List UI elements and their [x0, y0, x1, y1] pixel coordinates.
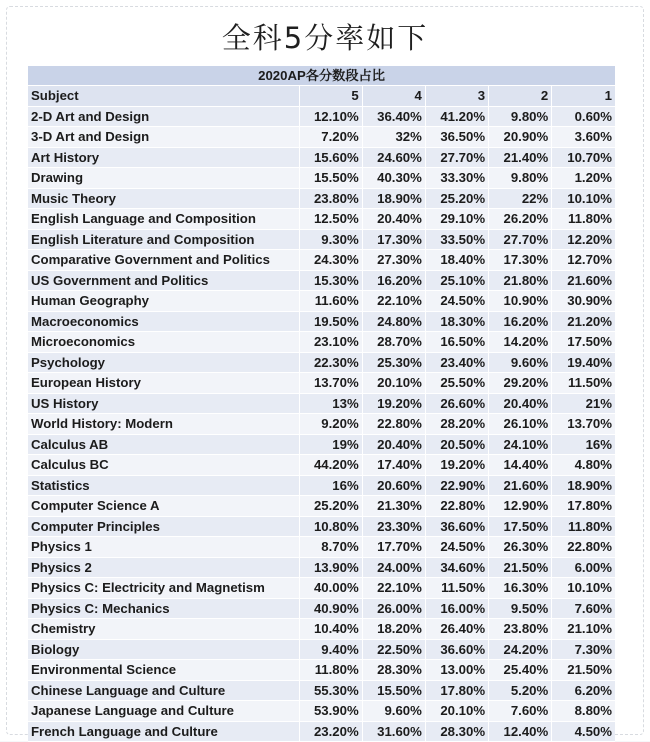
- score-1-cell: 6.20%: [552, 680, 615, 701]
- score-5-cell: 24.30%: [299, 250, 362, 271]
- column-header-score-1: 1: [552, 86, 615, 107]
- score-4-cell: 20.60%: [362, 475, 425, 496]
- table-row: [28, 147, 615, 168]
- score-2-cell: 12.40%: [489, 721, 552, 742]
- score-2-cell: 24.10%: [489, 434, 552, 455]
- score-4-cell: 25.30%: [362, 352, 425, 373]
- subject-cell: Computer Science A: [28, 496, 299, 517]
- score-5-cell: 53.90%: [299, 701, 362, 722]
- score-2-cell: 16.20%: [489, 311, 552, 332]
- score-5-cell: 12.50%: [299, 209, 362, 230]
- table-row: [28, 557, 615, 578]
- column-header-score-2: 2: [489, 86, 552, 107]
- score-5-cell: 15.50%: [299, 168, 362, 189]
- score-3-cell: 20.10%: [425, 701, 488, 722]
- score-4-cell: 27.30%: [362, 250, 425, 271]
- subject-cell: 3-D Art and Design: [28, 127, 299, 148]
- subject-cell: US History: [28, 393, 299, 414]
- subject-cell: Calculus BC: [28, 455, 299, 476]
- score-1-cell: 21.10%: [552, 619, 615, 640]
- score-4-cell: 22.50%: [362, 639, 425, 660]
- score-1-cell: 21%: [552, 393, 615, 414]
- score-2-cell: 5.20%: [489, 680, 552, 701]
- table-row: [28, 475, 615, 496]
- score-2-cell: 29.20%: [489, 373, 552, 394]
- subject-cell: Psychology: [28, 352, 299, 373]
- score-3-cell: 41.20%: [425, 106, 488, 127]
- subject-cell: English Language and Composition: [28, 209, 299, 230]
- score-5-cell: 10.80%: [299, 516, 362, 537]
- score-4-cell: 19.20%: [362, 393, 425, 414]
- score-2-cell: 7.60%: [489, 701, 552, 722]
- table-row: [28, 332, 615, 353]
- subject-cell: Physics 1: [28, 537, 299, 558]
- score-2-cell: 25.40%: [489, 660, 552, 681]
- score-3-cell: 36.60%: [425, 516, 488, 537]
- score-3-cell: 33.50%: [425, 229, 488, 250]
- score-1-cell: 16%: [552, 434, 615, 455]
- score-5-cell: 11.60%: [299, 291, 362, 312]
- score-1-cell: 12.20%: [552, 229, 615, 250]
- score-4-cell: 20.40%: [362, 209, 425, 230]
- subject-cell: Music Theory: [28, 188, 299, 209]
- table-row: [28, 250, 615, 271]
- table-row: [28, 680, 615, 701]
- subject-cell: Statistics: [28, 475, 299, 496]
- score-4-cell: 20.10%: [362, 373, 425, 394]
- score-5-cell: 55.30%: [299, 680, 362, 701]
- subject-cell: Human Geography: [28, 291, 299, 312]
- subject-cell: Drawing: [28, 168, 299, 189]
- score-5-cell: 8.70%: [299, 537, 362, 558]
- score-4-cell: 36.40%: [362, 106, 425, 127]
- subject-cell: Biology: [28, 639, 299, 660]
- score-5-cell: 40.00%: [299, 578, 362, 599]
- score-1-cell: 4.80%: [552, 455, 615, 476]
- score-3-cell: 22.80%: [425, 496, 488, 517]
- score-1-cell: 19.40%: [552, 352, 615, 373]
- subject-cell: Chinese Language and Culture: [28, 680, 299, 701]
- score-4-cell: 28.70%: [362, 332, 425, 353]
- subject-cell: 2-D Art and Design: [28, 106, 299, 127]
- score-1-cell: 21.20%: [552, 311, 615, 332]
- column-header-score-4: 4: [362, 86, 425, 107]
- score-4-cell: 17.70%: [362, 537, 425, 558]
- score-2-cell: 23.80%: [489, 619, 552, 640]
- score-3-cell: 27.70%: [425, 147, 488, 168]
- score-5-cell: 23.20%: [299, 721, 362, 742]
- subject-cell: French Language and Culture: [28, 721, 299, 742]
- score-2-cell: 9.80%: [489, 168, 552, 189]
- subject-cell: European History: [28, 373, 299, 394]
- table-row: [28, 414, 615, 435]
- score-1-cell: 7.30%: [552, 639, 615, 660]
- score-3-cell: 36.60%: [425, 639, 488, 660]
- score-2-cell: 26.30%: [489, 537, 552, 558]
- score-5-cell: 11.80%: [299, 660, 362, 681]
- score-2-cell: 17.50%: [489, 516, 552, 537]
- score-3-cell: 25.10%: [425, 270, 488, 291]
- score-5-cell: 15.60%: [299, 147, 362, 168]
- score-2-cell: 27.70%: [489, 229, 552, 250]
- score-1-cell: 17.80%: [552, 496, 615, 517]
- score-3-cell: 26.40%: [425, 619, 488, 640]
- subject-cell: Microeconomics: [28, 332, 299, 353]
- table-row: [28, 270, 615, 291]
- score-3-cell: 28.30%: [425, 721, 488, 742]
- subject-cell: Calculus AB: [28, 434, 299, 455]
- score-2-cell: 20.90%: [489, 127, 552, 148]
- score-1-cell: 17.50%: [552, 332, 615, 353]
- table-row: [28, 127, 615, 148]
- score-2-cell: 21.80%: [489, 270, 552, 291]
- subject-cell: Physics 2: [28, 557, 299, 578]
- score-2-cell: 9.60%: [489, 352, 552, 373]
- score-5-cell: 9.40%: [299, 639, 362, 660]
- score-2-cell: 9.50%: [489, 598, 552, 619]
- score-2-cell: 16.30%: [489, 578, 552, 599]
- score-4-cell: 23.30%: [362, 516, 425, 537]
- subject-cell: Art History: [28, 147, 299, 168]
- score-1-cell: 12.70%: [552, 250, 615, 271]
- score-4-cell: 16.20%: [362, 270, 425, 291]
- table-row: [28, 393, 615, 414]
- score-2-cell: 12.90%: [489, 496, 552, 517]
- score-1-cell: 13.70%: [552, 414, 615, 435]
- table-row: [28, 598, 615, 619]
- score-5-cell: 25.20%: [299, 496, 362, 517]
- table-caption: 2020AP各分数段占比: [28, 66, 615, 86]
- score-1-cell: 0.60%: [552, 106, 615, 127]
- score-4-cell: 40.30%: [362, 168, 425, 189]
- score-1-cell: 7.60%: [552, 598, 615, 619]
- score-3-cell: 24.50%: [425, 537, 488, 558]
- score-1-cell: 10.10%: [552, 578, 615, 599]
- score-3-cell: 24.50%: [425, 291, 488, 312]
- table-caption-row: [28, 66, 615, 86]
- score-5-cell: 13.90%: [299, 557, 362, 578]
- score-2-cell: 21.60%: [489, 475, 552, 496]
- page-title: 全科5分率如下: [221, 21, 429, 55]
- table-row: [28, 106, 615, 127]
- table-row: [28, 229, 615, 250]
- score-3-cell: 25.20%: [425, 188, 488, 209]
- table-row: [28, 311, 615, 332]
- score-4-cell: 32%: [362, 127, 425, 148]
- subject-cell: World History: Modern: [28, 414, 299, 435]
- score-2-cell: 10.90%: [489, 291, 552, 312]
- subject-cell: English Literature and Composition: [28, 229, 299, 250]
- score-4-cell: 22.10%: [362, 578, 425, 599]
- score-2-cell: 22%: [489, 188, 552, 209]
- subject-cell: Comparative Government and Politics: [28, 250, 299, 271]
- score-5-cell: 13.70%: [299, 373, 362, 394]
- score-3-cell: 16.50%: [425, 332, 488, 353]
- score-4-cell: 24.60%: [362, 147, 425, 168]
- score-4-cell: 24.80%: [362, 311, 425, 332]
- score-3-cell: 18.30%: [425, 311, 488, 332]
- score-5-cell: 19%: [299, 434, 362, 455]
- score-3-cell: 11.50%: [425, 578, 488, 599]
- score-3-cell: 29.10%: [425, 209, 488, 230]
- score-5-cell: 40.90%: [299, 598, 362, 619]
- score-5-cell: 23.80%: [299, 188, 362, 209]
- score-4-cell: 21.30%: [362, 496, 425, 517]
- table-row: [28, 188, 615, 209]
- score-4-cell: 9.60%: [362, 701, 425, 722]
- table-header-row: [28, 86, 615, 107]
- table-row: [28, 434, 615, 455]
- score-3-cell: 16.00%: [425, 598, 488, 619]
- table-row: [28, 291, 615, 312]
- score-5-cell: 44.20%: [299, 455, 362, 476]
- score-3-cell: 28.20%: [425, 414, 488, 435]
- subject-cell: Physics C: Mechanics: [28, 598, 299, 619]
- score-table-container: [28, 66, 615, 742]
- score-2-cell: 21.50%: [489, 557, 552, 578]
- score-1-cell: 11.80%: [552, 516, 615, 537]
- score-5-cell: 12.10%: [299, 106, 362, 127]
- column-header-score-5: 5: [299, 86, 362, 107]
- table-row: [28, 721, 615, 742]
- score-1-cell: 11.80%: [552, 209, 615, 230]
- table-row: [28, 455, 615, 476]
- score-distribution-table: [28, 66, 615, 742]
- score-2-cell: 14.20%: [489, 332, 552, 353]
- score-1-cell: 10.10%: [552, 188, 615, 209]
- score-3-cell: 25.50%: [425, 373, 488, 394]
- score-5-cell: 13%: [299, 393, 362, 414]
- score-4-cell: 24.00%: [362, 557, 425, 578]
- score-2-cell: 17.30%: [489, 250, 552, 271]
- score-5-cell: 22.30%: [299, 352, 362, 373]
- score-2-cell: 14.40%: [489, 455, 552, 476]
- score-4-cell: 26.00%: [362, 598, 425, 619]
- score-5-cell: 16%: [299, 475, 362, 496]
- score-2-cell: 21.40%: [489, 147, 552, 168]
- score-1-cell: 30.90%: [552, 291, 615, 312]
- score-5-cell: 7.20%: [299, 127, 362, 148]
- score-4-cell: 15.50%: [362, 680, 425, 701]
- score-4-cell: 28.30%: [362, 660, 425, 681]
- score-1-cell: 11.50%: [552, 373, 615, 394]
- score-2-cell: 26.20%: [489, 209, 552, 230]
- score-1-cell: 3.60%: [552, 127, 615, 148]
- score-3-cell: 33.30%: [425, 168, 488, 189]
- subject-cell: Environmental Science: [28, 660, 299, 681]
- table-row: [28, 496, 615, 517]
- score-1-cell: 1.20%: [552, 168, 615, 189]
- score-3-cell: 20.50%: [425, 434, 488, 455]
- score-1-cell: 8.80%: [552, 701, 615, 722]
- score-2-cell: 20.40%: [489, 393, 552, 414]
- table-row: [28, 537, 615, 558]
- table-row: [28, 578, 615, 599]
- score-4-cell: 17.30%: [362, 229, 425, 250]
- score-2-cell: 24.20%: [489, 639, 552, 660]
- score-3-cell: 19.20%: [425, 455, 488, 476]
- score-2-cell: 9.80%: [489, 106, 552, 127]
- table-row: [28, 619, 615, 640]
- score-5-cell: 19.50%: [299, 311, 362, 332]
- score-3-cell: 17.80%: [425, 680, 488, 701]
- score-4-cell: 22.10%: [362, 291, 425, 312]
- score-4-cell: 18.20%: [362, 619, 425, 640]
- score-1-cell: 21.60%: [552, 270, 615, 291]
- table-body: [28, 106, 615, 742]
- subject-cell: Computer Principles: [28, 516, 299, 537]
- table-row: [28, 209, 615, 230]
- score-3-cell: 26.60%: [425, 393, 488, 414]
- score-5-cell: 9.30%: [299, 229, 362, 250]
- table-row: [28, 701, 615, 722]
- score-3-cell: 13.00%: [425, 660, 488, 681]
- score-3-cell: 23.40%: [425, 352, 488, 373]
- score-1-cell: 6.00%: [552, 557, 615, 578]
- table-row: [28, 168, 615, 189]
- table-row: [28, 516, 615, 537]
- column-header-subject: Subject: [28, 86, 299, 107]
- score-3-cell: 36.50%: [425, 127, 488, 148]
- table-row: [28, 660, 615, 681]
- score-2-cell: 26.10%: [489, 414, 552, 435]
- score-4-cell: 31.60%: [362, 721, 425, 742]
- score-4-cell: 20.40%: [362, 434, 425, 455]
- score-1-cell: 21.50%: [552, 660, 615, 681]
- score-3-cell: 34.60%: [425, 557, 488, 578]
- score-4-cell: 18.90%: [362, 188, 425, 209]
- table-row: [28, 352, 615, 373]
- table-row: [28, 373, 615, 394]
- score-1-cell: 4.50%: [552, 721, 615, 742]
- score-4-cell: 17.40%: [362, 455, 425, 476]
- subject-cell: Japanese Language and Culture: [28, 701, 299, 722]
- score-1-cell: 18.90%: [552, 475, 615, 496]
- score-3-cell: 18.40%: [425, 250, 488, 271]
- subject-cell: Physics C: Electricity and Magnetism: [28, 578, 299, 599]
- subject-cell: US Government and Politics: [28, 270, 299, 291]
- score-1-cell: 22.80%: [552, 537, 615, 558]
- score-5-cell: 15.30%: [299, 270, 362, 291]
- subject-cell: Chemistry: [28, 619, 299, 640]
- score-5-cell: 9.20%: [299, 414, 362, 435]
- subject-cell: Macroeconomics: [28, 311, 299, 332]
- column-header-score-3: 3: [425, 86, 488, 107]
- table-row: [28, 639, 615, 660]
- score-4-cell: 22.80%: [362, 414, 425, 435]
- score-3-cell: 22.90%: [425, 475, 488, 496]
- score-5-cell: 23.10%: [299, 332, 362, 353]
- score-5-cell: 10.40%: [299, 619, 362, 640]
- score-1-cell: 10.70%: [552, 147, 615, 168]
